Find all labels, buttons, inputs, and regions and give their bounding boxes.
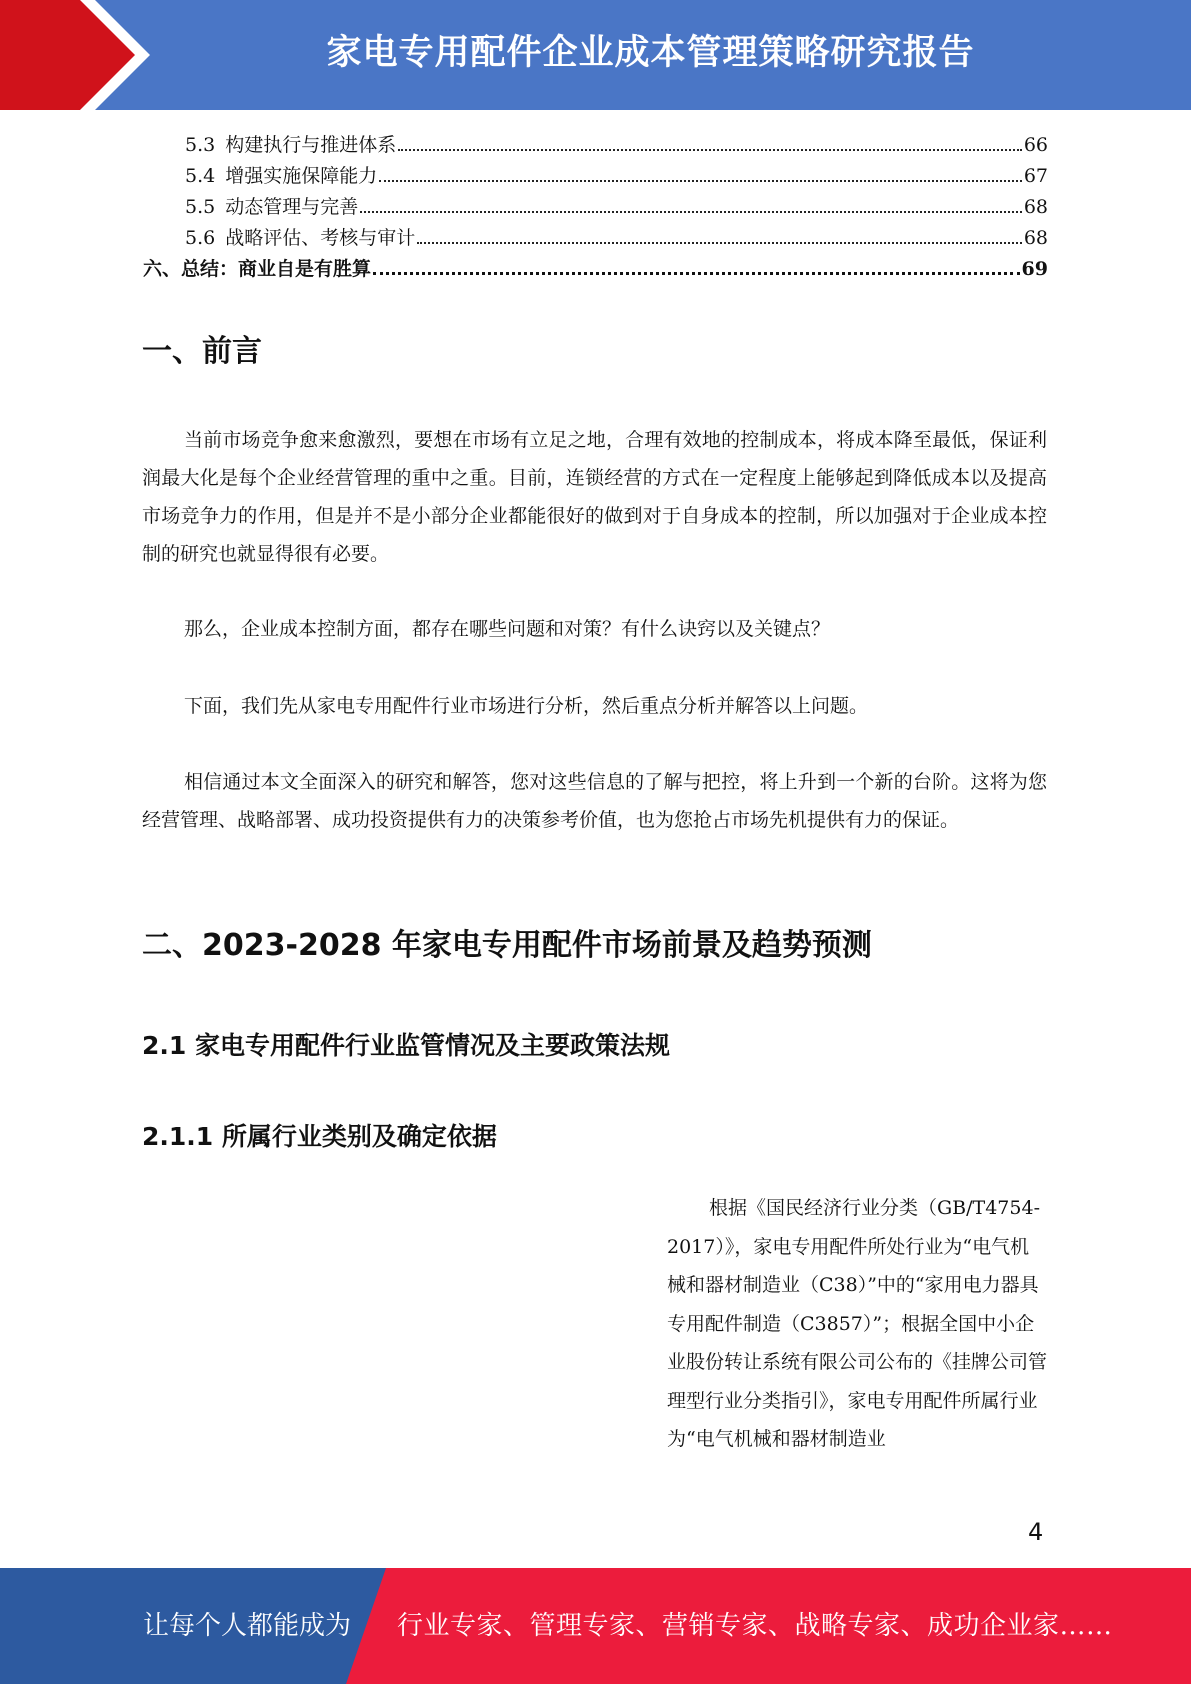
toc-entry[interactable] <box>143 130 1048 161</box>
toc-entry-text: 增强实施保障能力 <box>225 165 378 187</box>
chevron-decoration <box>0 0 160 110</box>
toc-entry-page: 68 <box>1023 227 1048 249</box>
toc-entry-number: 5.3 <box>185 134 216 156</box>
body-paragraph: 那么，企业成本控制方面，都存在哪些问题和对策？有什么诀窍以及关键点？ <box>184 618 831 640</box>
toc-entry-text: 战略评估、考核与审计 <box>225 227 416 249</box>
body-paragraph: 根据《国民经济行业分类（GB/T4754-2017）》，家电专用配件所处行业为“电气机械和器材制造业（C38）”中的“家用电力器具专用配件制造（C3857）”；根据全国中小企业股份转让系统有限公司公布的《挂牌公司管理型行业分类指引》，家电专用配件所属行业为“电气机械和器材制造业 <box>667 1197 1048 1450</box>
toc-entry-number: 5.5 <box>185 196 216 218</box>
footer-slogan-right: 行业专家、管理专家、营销专家、战略专家、成功企业家…… <box>397 1611 1113 1641</box>
toc-entry-number: 5.4 <box>185 165 216 187</box>
footer-band <box>0 1568 1191 1684</box>
section-heading: 一、前言 <box>142 334 262 369</box>
toc-entry[interactable] <box>143 192 1048 223</box>
page-number: 4 <box>1028 1518 1044 1546</box>
section-heading: 二、2023-2028 年家电专用配件市场前景及趋势预测 <box>142 928 872 963</box>
header-band <box>0 0 1191 110</box>
toc-entry-page: 67 <box>1023 165 1048 187</box>
report-title: 家电专用配件企业成本管理策略研究报告 <box>326 33 975 73</box>
toc-leader-dots <box>417 242 1022 244</box>
toc-entry-text: 六、总结：商业自是有胜算 <box>143 258 372 280</box>
body-paragraph: 相信通过本文全面深入的研究和解答，您对这些信息的了解与把控，将上升到一个新的台阶。这将为您经营管理、战略部署、成功投资提供有力的决策参考价值，也为您抢占市场先机提供有力的保证。 <box>142 771 1047 831</box>
footer-slogan-left: 让每个人都能成为 <box>143 1611 352 1641</box>
toc-leader-dots <box>398 149 1022 151</box>
toc-leader-dots <box>379 180 1022 182</box>
subsubsection-heading: 2.1.1 所属行业类别及确定依据 <box>142 1122 497 1151</box>
toc-entry-page: 66 <box>1023 134 1048 156</box>
toc-leader-dots <box>373 272 1020 275</box>
toc-leader-dots <box>360 211 1022 213</box>
toc-entry-number: 5.6 <box>185 227 216 249</box>
toc-entry[interactable] <box>143 254 1048 285</box>
body-paragraph: 当前市场竞争愈来愈激烈，要想在市场有立足之地，合理有效地的控制成本，将成本降至最低，保证利润最大化是每个企业经营管理的重中之重。目前，连锁经营的方式在一定程度上能够起到降低成本以及提高市场竞争力的作用，但是并不是小部分企业都能很好的做到对于自身成本的控制，所以加强对于企业成本控制的研究也就显得很有必要。 <box>142 429 1047 565</box>
subsection-heading: 2.1 家电专用配件行业监管情况及主要政策法规 <box>142 1031 670 1060</box>
table-of-contents <box>143 130 1048 285</box>
toc-entry-page: 69 <box>1021 258 1048 280</box>
toc-entry[interactable] <box>143 161 1048 192</box>
body-paragraph: 下面，我们先从家电专用配件行业市场进行分析，然后重点分析并解答以上问题。 <box>184 695 869 717</box>
toc-entry-text: 动态管理与完善 <box>225 196 359 218</box>
toc-entry-text: 构建执行与推进体系 <box>225 134 397 156</box>
toc-entry-page: 68 <box>1023 196 1048 218</box>
toc-entry[interactable] <box>143 223 1048 254</box>
